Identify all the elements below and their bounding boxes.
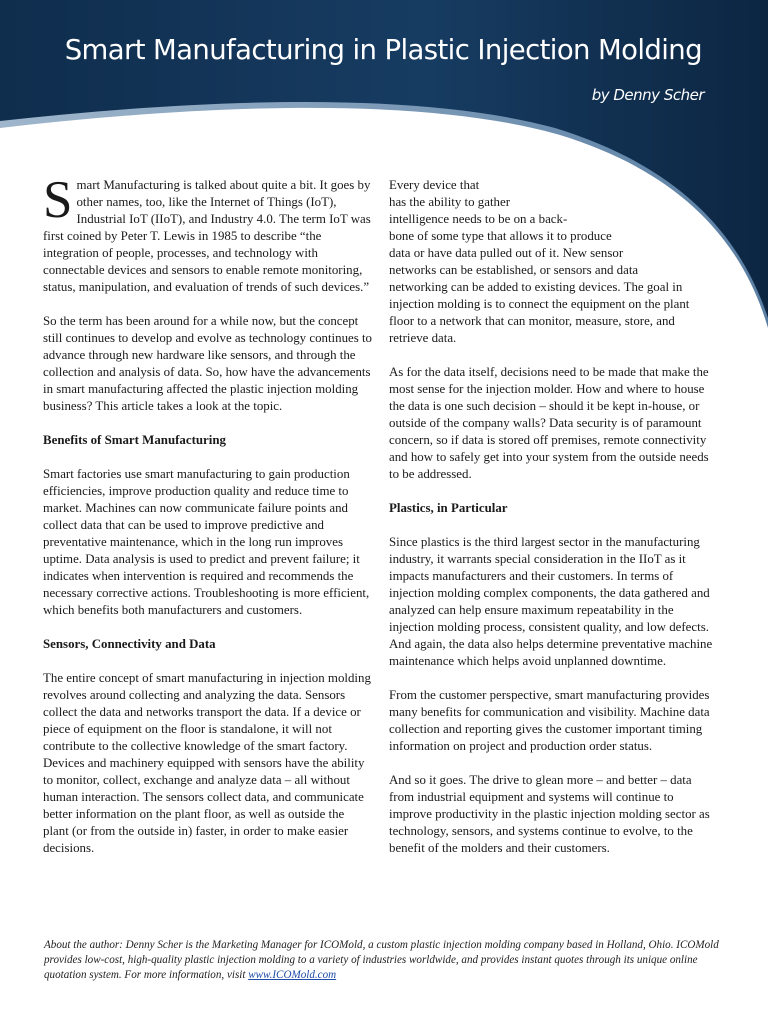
- devices-line: Every device that: [389, 178, 480, 192]
- paragraph-benefits: Smart factories use smart manufacturing to gain production efficiencies, improve production quality and reduce time to market. Machines can now communicate failure points and collect data that can be used to improve predictive and preventative maintenance, which in the long run improves uptime. Data analysis is used to predict and prevent failure; it indicates when intervention is required and recommends the necessary corrective actions. Troubleshooting is more efficient, which benefits both manufacturers and customers.: [43, 467, 370, 617]
- paragraph-data-storage: As for the data itself, decisions need to be made that make the most sense for the injection molder. How and where to house the data is one such decision – should it be kept in-house, or outside of the company walls? Data security is of paramount concern, so if data is stored off premises, remote connectivity and how to safely get into your system from the outside needs to be addressed.: [389, 365, 709, 481]
- devices-line: data or have data pulled out of it. New sensor: [389, 246, 624, 260]
- drop-cap: S: [43, 171, 73, 229]
- author-note: [44, 938, 720, 983]
- heading-sensors: Sensors, Connectivity and Data: [43, 637, 216, 651]
- paragraph-devices: [389, 177, 719, 347]
- devices-line: bone of some type that allows it to produce: [389, 229, 612, 243]
- article-title: Smart Manufacturing in Plastic Injection Molding: [64, 34, 702, 66]
- paragraph-plastics: Since plastics is the third largest sector in the manufacturing industry, it warrants special consideration in the IIoT as it impacts manufacturers and their customers. In terms of injection molding complex components, the data gathered and analyzed can help ensure maximum repeatability in the injection molding process, consistent quality, and low defects. And again, the data also helps determine preventative machine maintenance which helps avoid unplanned downtime.: [389, 535, 713, 668]
- paragraph-conclusion: And so it goes. The drive to glean more – and better – data from industrial equipment and systems will continue to improve productivity in the plastic injection molding sector as technology, sensors, and systems continue to evolve, to the benefit of the molders and their customers.: [389, 773, 710, 855]
- devices-line: injection molding is to connect the equipment on the plant: [389, 297, 690, 311]
- devices-line: retrieve data.: [389, 331, 457, 345]
- author-byline: by Denny Scher: [591, 86, 704, 104]
- intro-text: mart Manufacturing is talked about quite a bit. It goes by other names, too, like the Internet of Things (IoT), Industrial IoT (IIoT), and Industry 4.0. The term IoT was first coined by Peter T. Lewis in 1985 to describe “the integration of people, processes, and technology with connectable devices and sensors to enable remote monitoring, status, manipulation, and evaluation of trends of such devices.”: [43, 178, 371, 294]
- author-note-text: About the author: Denny Scher is the Marketing Manager for ICOMold, a custom plastic injection molding company based in Holland, Ohio. ICOMold provides low-cost, high-quality plastic injection molding to a variety of industries worldwide, and provides instant quotes through its unique online quotation system. For more information, visit: [44, 939, 719, 981]
- intro-paragraph: [43, 171, 373, 296]
- heading-plastics: Plastics, in Particular: [389, 501, 508, 515]
- right-column: [389, 177, 719, 874]
- devices-line: intelligence needs to be on a back-: [389, 212, 568, 226]
- paragraph-customer: From the customer perspective, smart manufacturing provides many benefits for communication and visibility. Machine data collection and reporting gives the customer important timing information on project and production order status.: [389, 688, 710, 753]
- paragraph-sensors: The entire concept of smart manufacturing in injection molding revolves around collecting and analyzing the data. Sensors collect the data and networks transport the data. If a device or piece of equipment on the floor is standalone, it will not contribute to the collective knowledge of the smart factory. Devices and machinery equipped with sensors have the ability to monitor, collect, exchange and analyze data – all without human interaction. The sensors collect data, and communicate better information on the plant floor, as well as outside the plant (or from the outside in) faster, in order to make easier decisions.: [43, 671, 371, 855]
- devices-line: floor to a network that can monitor, measure, store, and: [389, 314, 675, 328]
- paragraph-history: So the term has been around for a while now, but the concept still continues to develop and evolve as technology continues to advance through new hardware like sensors, and through the collection and analysis of data. So, how have the advancements in smart manufacturing affected the plastic injection molding business? This article takes a look at the topic.: [43, 314, 373, 413]
- icomold-link[interactable]: www.ICOMold.com: [248, 969, 337, 981]
- heading-benefits: Benefits of Smart Manufacturing: [43, 433, 226, 447]
- left-column: [43, 171, 373, 874]
- devices-line: networking can be added to existing devices. The goal in: [389, 280, 683, 294]
- devices-line: networks can be established, or sensors and data: [389, 263, 639, 277]
- devices-line: has the ability to gather: [389, 195, 510, 209]
